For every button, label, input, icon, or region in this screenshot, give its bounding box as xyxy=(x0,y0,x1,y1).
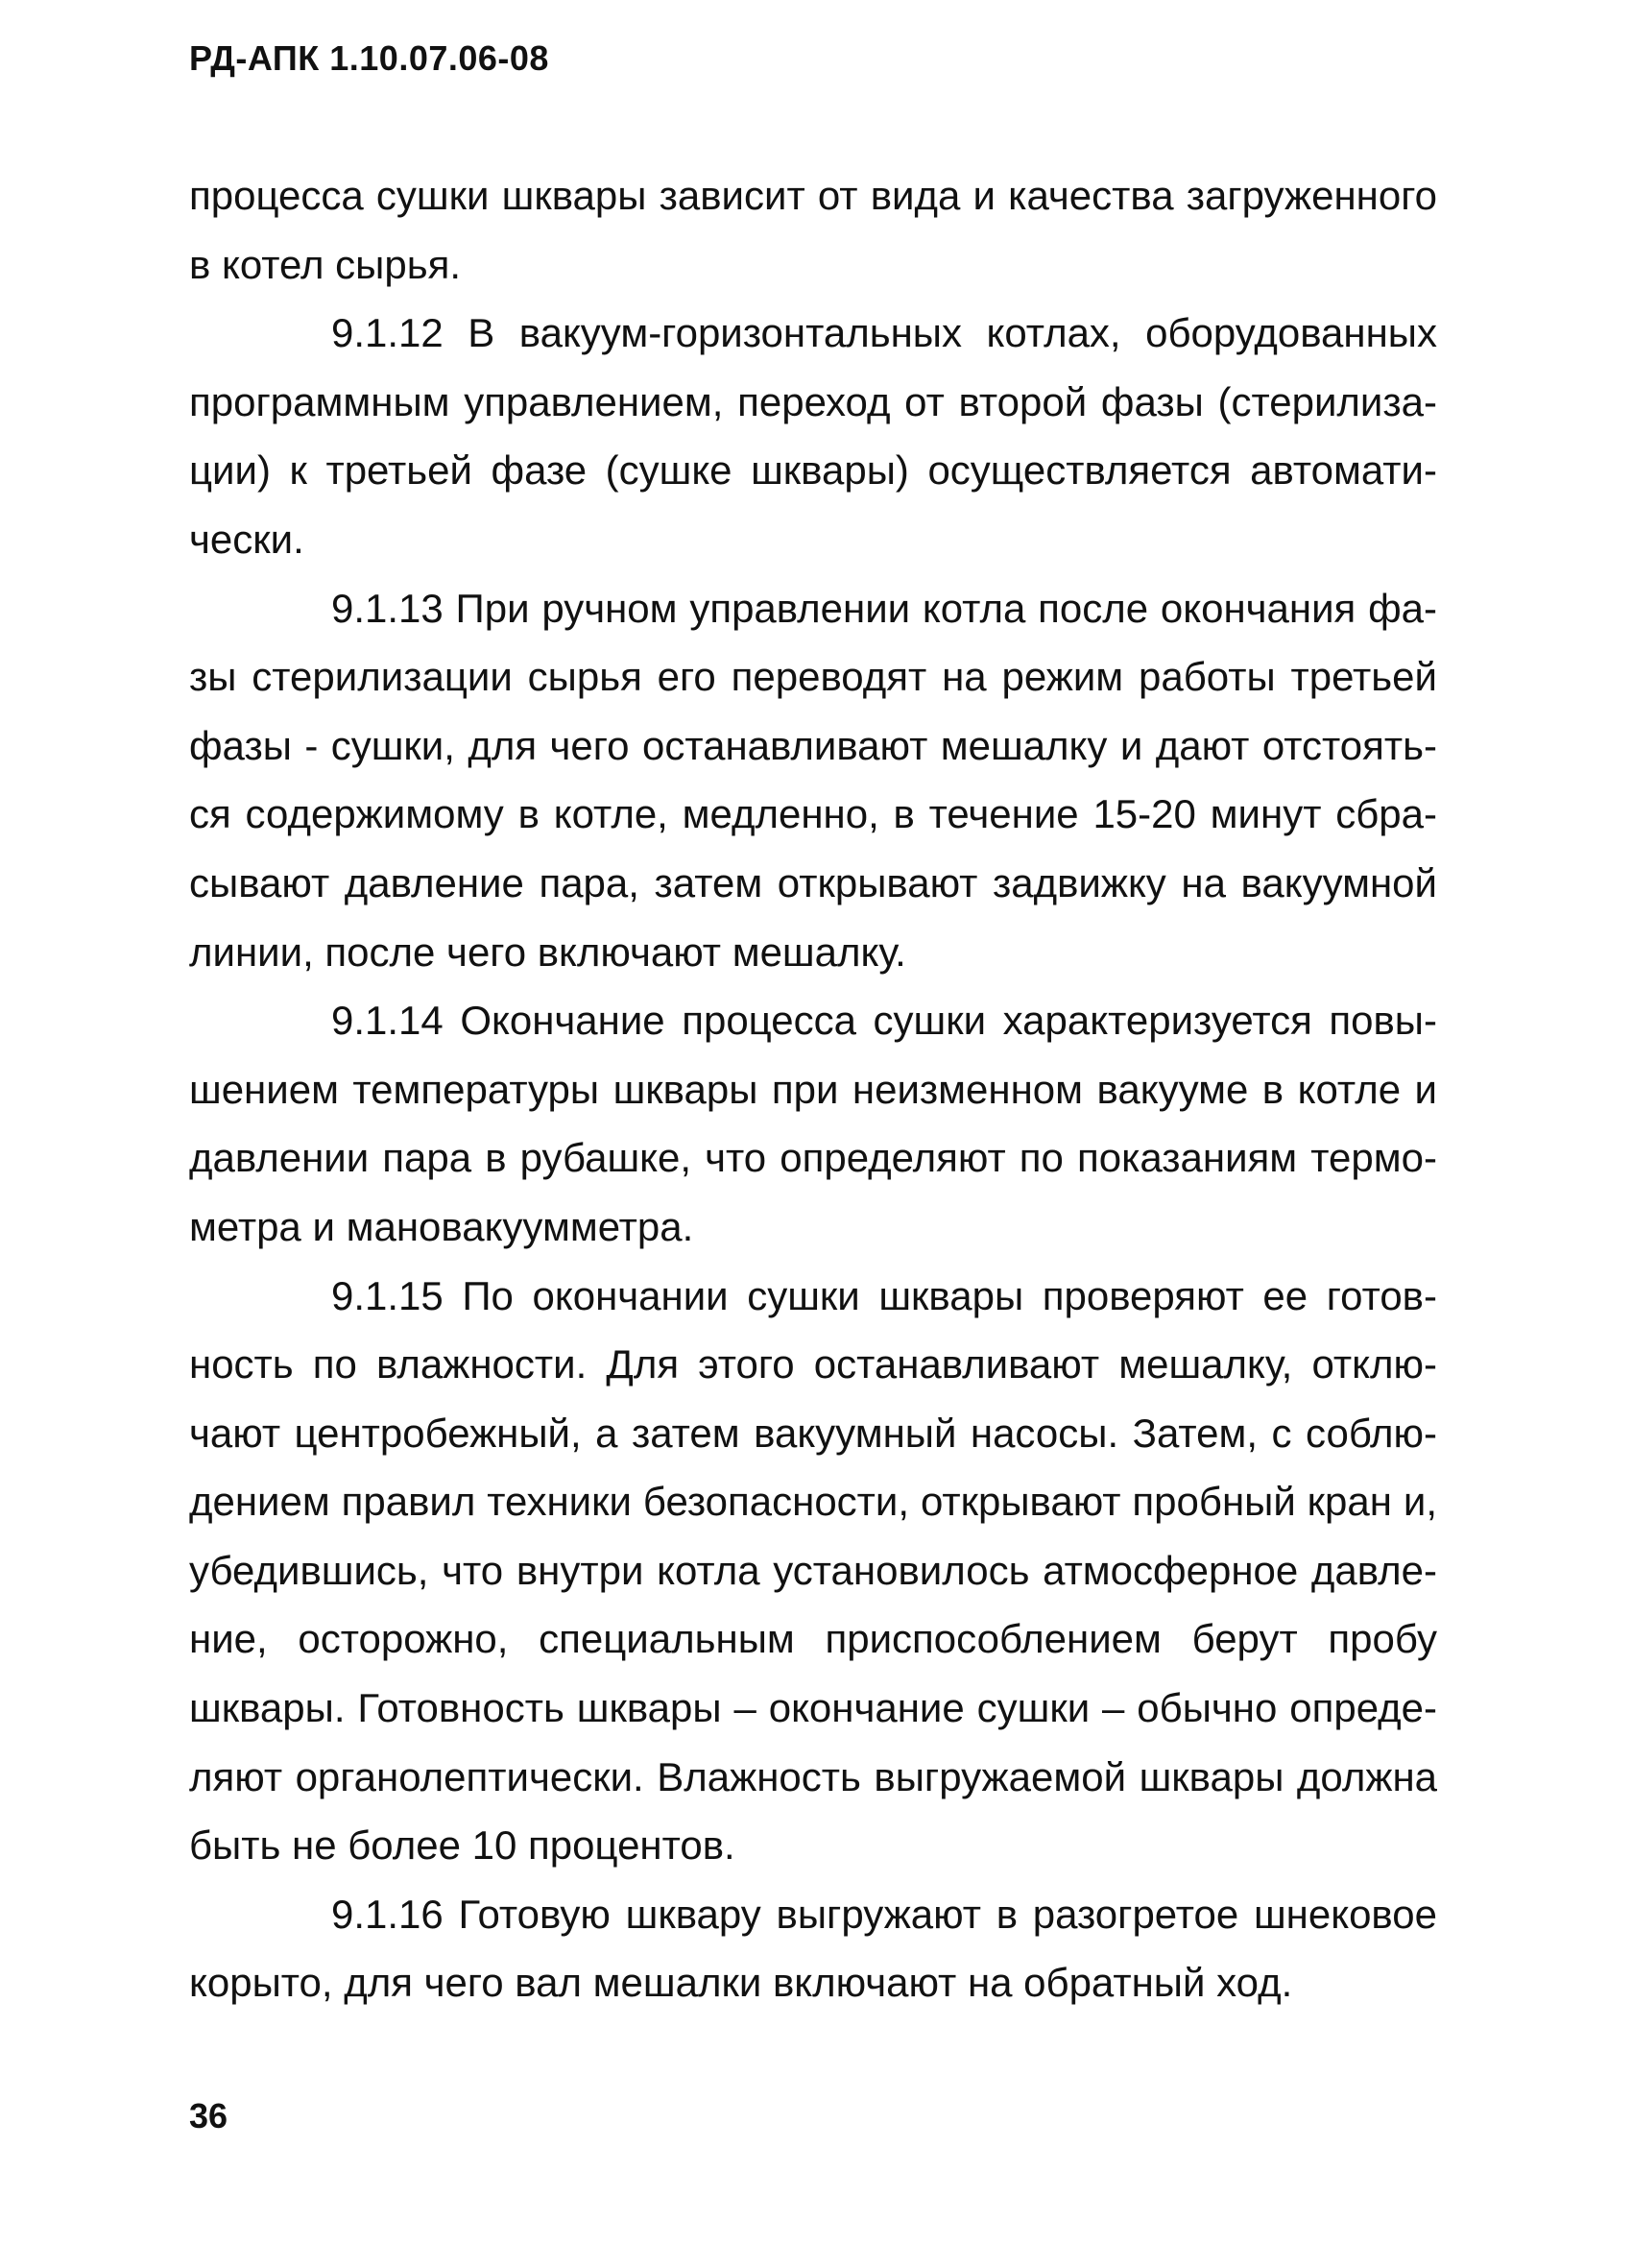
page-number: 36 xyxy=(189,2096,228,2135)
paragraph-9-1-12: 9.1.12 В вакуум-горизонтальных котлах, оборудованных программным управлением, переход от второй фазы (стерилизации) к третьей фазе (сушке шквары) осуществляется автоматически. xyxy=(189,310,1437,562)
paragraph-9-1-13: 9.1.13 При ручном управлении котла после окончания фазы стерилизации сырья его переводят на режим работы третьей фазы - сушки, для чего останавливают мешалку и дают отстояться содержимому в котле, медленно, в течение 15-20 минут сбрасывают давление пара, затем открывают задвижку на вакуумной линии, после чего включают мешалку. xyxy=(189,585,1437,975)
paragraph-9-1-15: 9.1.15 По окончании сушки шквары проверяют ее готовность по влажности. Для этого останавливают мешалку, отключают центробежный, а затем вакуумный насосы. Затем, с соблюдением правил техники безопасности, открывают пробный кран и, убедившись, что внутри котла установилось атмосферное давление, осторожно, специальным приспособлением берут пробу шквары. Готовность шквары – окончание сушки – обычно определяют органолептически. Влажность выгружаемой шквары должна быть не более 10 процентов. xyxy=(189,1272,1437,1869)
body-text xyxy=(189,161,1437,2017)
paragraph-9-1-16: 9.1.16 Готовую шквару выгружают в разогретое шнековое корыто, для чего вал мешалки включают на обратный ход. xyxy=(189,1891,1437,2006)
document-code-header: РД-АПК 1.10.07.06-08 xyxy=(189,38,549,78)
paragraph-continuation: процесса сушки шквары зависит от вида и качества загруженного в котел сырья. xyxy=(189,173,1437,287)
paragraph-9-1-14: 9.1.14 Окончание процесса сушки характеризуется повышением температуры шквары при неизменном вакууме в котле и давлении пара в рубашке, что определяют по показаниям термометра и мановакуумметра. xyxy=(189,998,1437,1249)
